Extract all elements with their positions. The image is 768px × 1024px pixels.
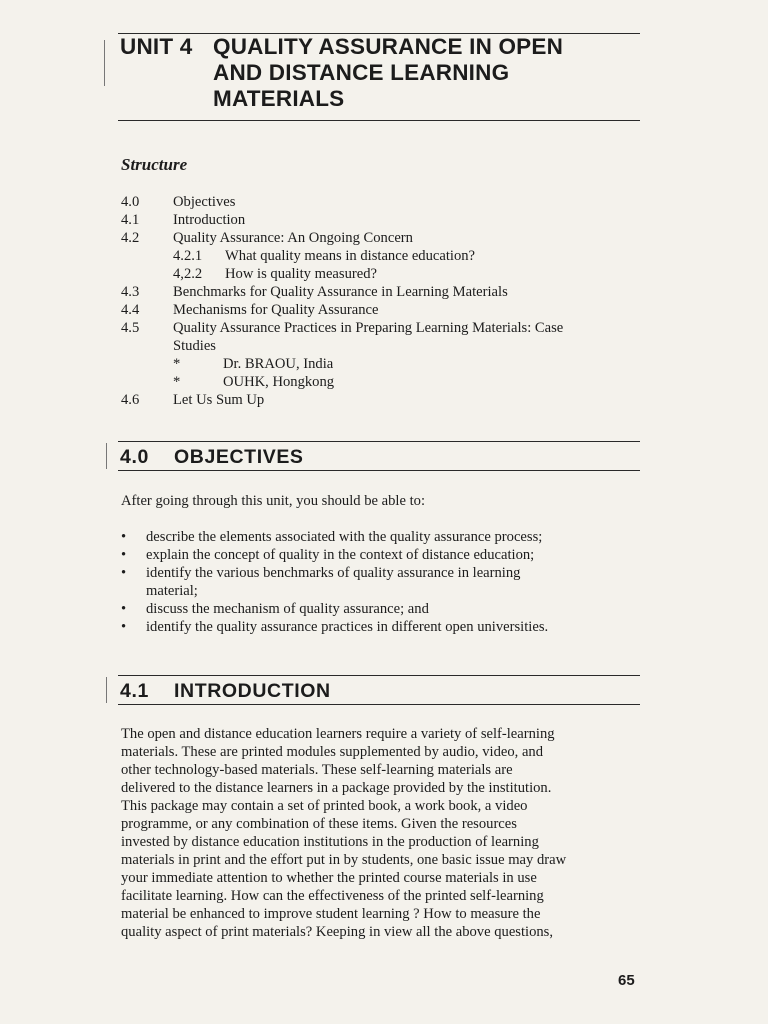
paragraph-line: programme, or any combination of these items. Given the resources	[121, 816, 517, 832]
bullet-icon: •	[121, 619, 127, 635]
section-number: 4.1	[120, 680, 149, 702]
section-title: OBJECTIVES	[174, 446, 304, 468]
toc-bullet-item: * OUHK, Hongkong	[173, 374, 335, 390]
list-item: • identify the various benchmarks of quality assurance in learning material;	[121, 565, 521, 599]
toc-subitem: 4,2.2 How is quality measured?	[173, 266, 377, 282]
list-item: • identify the quality assurance practices in different open universities.	[121, 619, 549, 635]
margin-mark	[104, 40, 105, 86]
list-item: • describe the elements associated with the quality assurance process;	[121, 529, 543, 545]
objectives-top-rule	[118, 441, 640, 442]
paragraph-line: materials in print and the effort put in by students, one basic issue may draw	[121, 852, 567, 868]
toc-item: 4.4 Mechanisms for Quality Assurance	[121, 302, 379, 318]
paragraph-line: other technology-based materials. These self-learning materials are	[121, 762, 513, 778]
introduction-bottom-rule	[118, 704, 640, 705]
paragraph-line: material be enhanced to improve student learning ? How to measure the	[121, 906, 541, 922]
toc-item: 4.5 Quality Assurance Practices in Preparing Learning Materials: Case	[121, 320, 564, 336]
introduction-paragraph	[121, 725, 636, 941]
toc-item-continuation: Studies	[173, 338, 216, 354]
toc-subitem: 4.2.1 What quality means in distance education?	[173, 248, 476, 264]
introduction-heading	[120, 680, 331, 703]
objectives-heading	[120, 446, 304, 469]
unit-label: UNIT 4	[120, 34, 193, 59]
list-item: • discuss the mechanism of quality assurance; and	[121, 601, 429, 617]
unit-title	[120, 34, 640, 112]
bullet-icon: •	[121, 565, 127, 581]
paragraph-line: This package may contain a set of printed book, a work book, a video	[121, 798, 528, 814]
section-title: INTRODUCTION	[174, 680, 331, 702]
paragraph-line: quality aspect of print materials? Keeping in view all the above questions,	[121, 924, 554, 940]
bullet-icon: •	[121, 529, 127, 545]
toc-item: 4.6 Let Us Sum Up	[121, 392, 265, 408]
paragraph-line: facilitate learning. How can the effectiveness of the printed self-learning	[121, 888, 544, 904]
unit-title-line-1: QUALITY ASSURANCE IN OPEN	[213, 34, 564, 59]
unit-title-line-3: MATERIALS	[213, 86, 345, 111]
paragraph-line: The open and distance education learners require a variety of self-learning	[121, 726, 555, 742]
toc-item: 4.0 Objectives	[121, 194, 236, 210]
objectives-bottom-rule	[118, 470, 640, 471]
objectives-list	[121, 528, 636, 636]
page-number: 65	[618, 972, 635, 989]
unit-bottom-rule	[118, 120, 640, 121]
table-of-contents	[121, 193, 641, 409]
paragraph-line: invested by distance education institutions in the production of learning	[121, 834, 539, 850]
margin-mark	[106, 443, 107, 469]
paragraph-line: your immediate attention to whether the printed course materials in use	[121, 870, 537, 886]
paragraph-line: delivered to the distance learners in a package provided by the institution.	[121, 780, 552, 796]
introduction-top-rule	[118, 675, 640, 676]
margin-mark	[106, 677, 107, 703]
toc-item: 4.3 Benchmarks for Quality Assurance in Learning Materials	[121, 284, 508, 300]
toc-item: 4.1 Introduction	[121, 212, 246, 228]
structure-heading: Structure	[121, 155, 188, 174]
toc-bullet-item: * Dr. BRAOU, India	[173, 356, 334, 372]
toc-item: 4.2 Quality Assurance: An Ongoing Concern	[121, 230, 413, 246]
bullet-icon: •	[121, 601, 127, 617]
bullet-icon: •	[121, 547, 127, 563]
objectives-intro: After going through this unit, you should be able to:	[121, 493, 426, 509]
list-item: • explain the concept of quality in the context of distance education;	[121, 547, 535, 563]
unit-title-line-2: AND DISTANCE LEARNING	[213, 60, 510, 85]
paragraph-line: materials. These are printed modules supplemented by audio, video, and	[121, 744, 544, 760]
section-number: 4.0	[120, 446, 149, 468]
